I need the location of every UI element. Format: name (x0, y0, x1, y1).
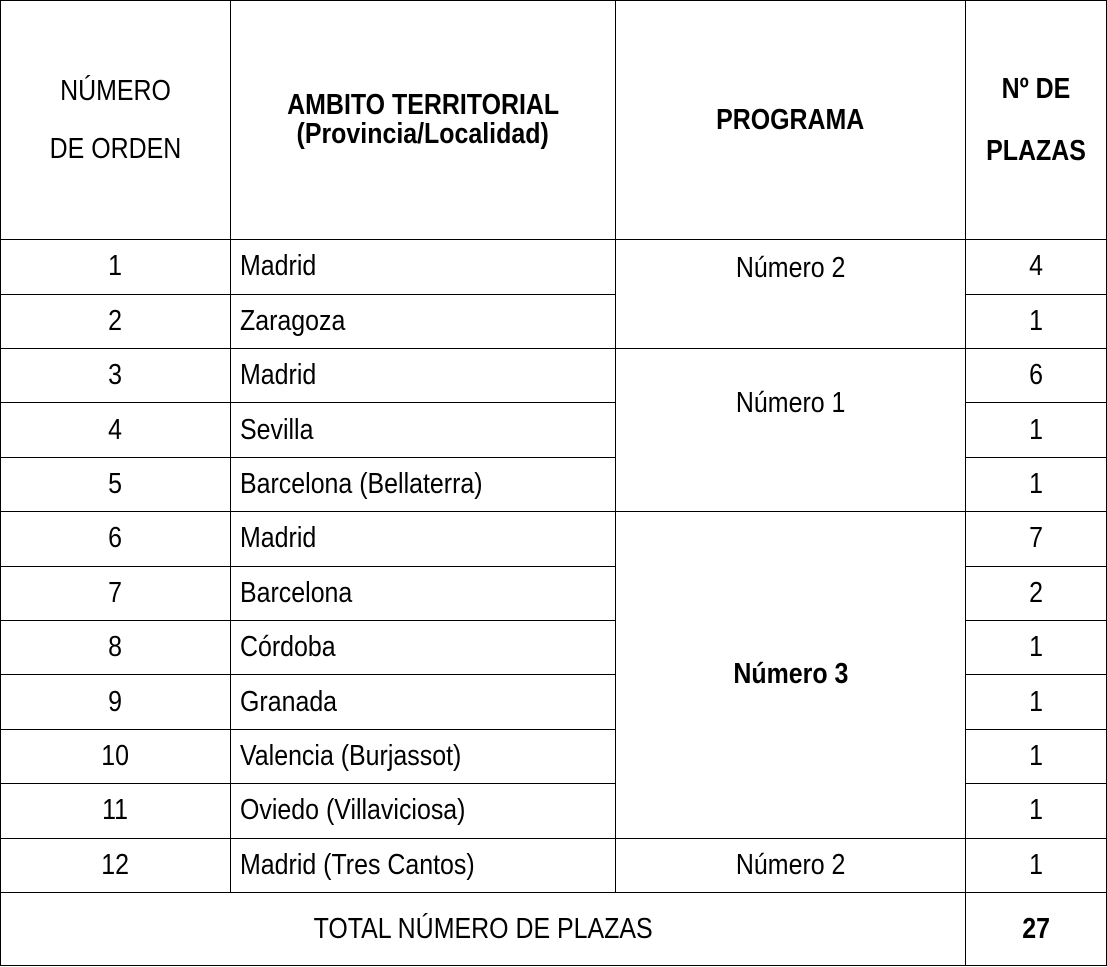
table-header-row (1, 1, 1107, 240)
row-plazas (966, 566, 1107, 620)
header-programa-label: PROGRAMA (716, 103, 865, 136)
row-plazas-text: 1 (1029, 794, 1043, 827)
header-numero-orden-line2: DE ORDEN (49, 132, 182, 165)
header-plazas-line1: Nº DE (1001, 72, 1071, 105)
row-number-text: 9 (108, 685, 123, 718)
row-number-text: 10 (101, 740, 130, 773)
row-number (1, 729, 231, 783)
row-ambito (231, 784, 616, 838)
row-number (1, 512, 231, 566)
row-number-text: 3 (108, 359, 123, 392)
row-plazas-text: 1 (1029, 468, 1043, 501)
table-row (1, 838, 1107, 892)
row-number (1, 784, 231, 838)
row-plazas-text: 4 (1029, 250, 1043, 283)
row-number-text: 1 (108, 250, 123, 283)
row-ambito-text: Barcelona (240, 576, 353, 609)
row-plazas (966, 294, 1107, 348)
row-number-text: 4 (108, 413, 123, 446)
row-plazas-text: 1 (1029, 685, 1043, 718)
header-ambito-line2: (Provincia/Localidad) (296, 118, 550, 151)
header-numero-orden-line1: NÚMERO (60, 74, 171, 107)
row-ambito-text: Madrid (240, 250, 317, 283)
programa-text: Número 1 (735, 387, 846, 419)
row-plazas-text: 6 (1029, 359, 1043, 392)
row-ambito-text: Granada (240, 685, 338, 718)
row-plazas-text: 1 (1029, 631, 1043, 664)
total-label-cell (1, 893, 966, 966)
row-ambito (231, 512, 616, 566)
row-number-text: 7 (108, 576, 123, 609)
header-programa (616, 1, 966, 240)
row-plazas (966, 512, 1107, 566)
row-ambito-text: Córdoba (240, 631, 336, 664)
programa-text: Número 3 (732, 658, 849, 691)
row-number-text: 5 (108, 468, 123, 501)
row-number (1, 403, 231, 457)
row-ambito (231, 349, 616, 403)
header-numero-orden (1, 1, 231, 240)
row-number (1, 838, 231, 892)
row-plazas-text: 2 (1029, 576, 1043, 609)
row-ambito (231, 403, 616, 457)
row-plazas-text: 7 (1029, 522, 1043, 555)
row-number (1, 349, 231, 403)
programa-cell (616, 838, 966, 892)
row-ambito (231, 294, 616, 348)
row-plazas-text: 1 (1029, 413, 1043, 446)
row-number-text: 11 (102, 794, 129, 827)
table-row (1, 349, 1107, 403)
row-ambito-text: Sevilla (240, 413, 314, 446)
programa-text: Número 2 (735, 252, 846, 285)
row-plazas (966, 729, 1107, 783)
row-plazas (966, 621, 1107, 675)
row-plazas (966, 675, 1107, 729)
row-plazas-text: 1 (1029, 304, 1043, 337)
row-ambito (231, 240, 616, 294)
header-ambito-line1: AMBITO TERRITORIAL (286, 89, 560, 122)
table-row (1, 512, 1107, 566)
row-ambito-text: Valencia (Burjassot) (240, 740, 462, 773)
total-value-cell (966, 893, 1107, 966)
row-ambito-text: Zaragoza (240, 304, 346, 337)
row-plazas (966, 838, 1107, 892)
header-plazas-line2: PLAZAS (986, 135, 1086, 168)
row-number-text: 6 (108, 522, 123, 555)
row-plazas (966, 240, 1107, 294)
row-ambito-text: Oviedo (Villaviciosa) (240, 794, 466, 827)
row-ambito (231, 675, 616, 729)
row-number (1, 240, 231, 294)
table-row (1, 240, 1107, 294)
row-ambito (231, 566, 616, 620)
programa-cell (616, 512, 966, 838)
row-plazas (966, 349, 1107, 403)
row-number-text: 2 (108, 304, 123, 337)
row-ambito-text: Madrid (240, 522, 317, 555)
header-plazas (966, 1, 1107, 240)
total-row (1, 893, 1107, 966)
row-ambito (231, 621, 616, 675)
row-ambito-text: Barcelona (Bellaterra) (240, 468, 483, 501)
total-label: TOTAL NÚMERO DE PLAZAS (313, 912, 653, 945)
row-number (1, 621, 231, 675)
total-value: 27 (1022, 912, 1050, 945)
row-ambito (231, 838, 616, 892)
row-plazas-text: 1 (1029, 740, 1043, 773)
row-ambito-text: Madrid (Tres Cantos) (240, 848, 475, 881)
row-plazas-text: 1 (1029, 848, 1043, 881)
row-plazas (966, 784, 1107, 838)
programa-text: Número 2 (735, 848, 846, 881)
row-number (1, 294, 231, 348)
programa-cell (616, 240, 966, 349)
row-number (1, 566, 231, 620)
row-number-text: 8 (108, 631, 123, 664)
row-ambito (231, 729, 616, 783)
row-number-text: 12 (101, 848, 130, 881)
row-ambito-text: Madrid (240, 359, 317, 392)
row-number (1, 675, 231, 729)
row-plazas (966, 403, 1107, 457)
programa-cell (616, 349, 966, 512)
row-number (1, 457, 231, 511)
row-plazas (966, 457, 1107, 511)
row-ambito (231, 457, 616, 511)
header-ambito (231, 1, 616, 240)
